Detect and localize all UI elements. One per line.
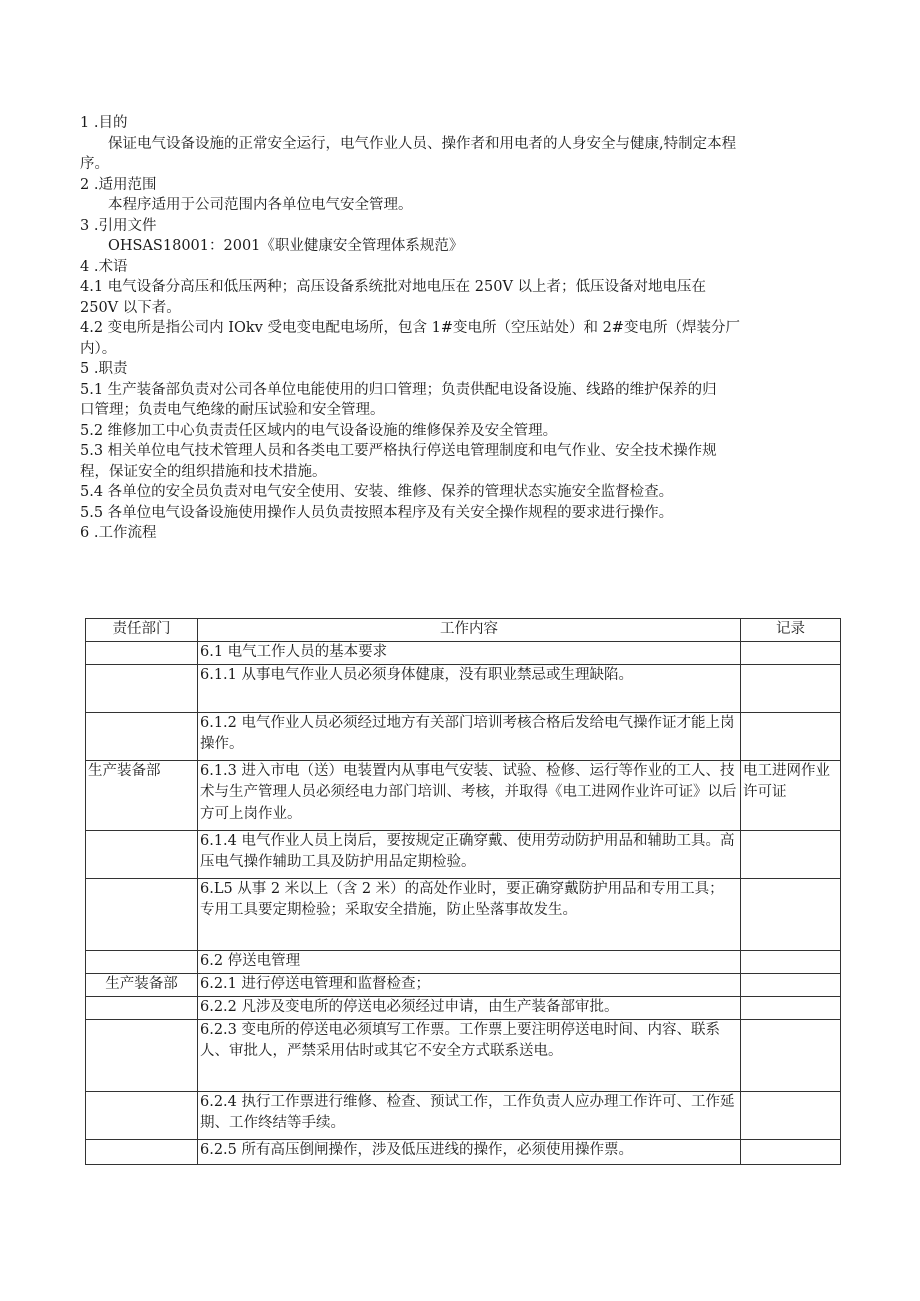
record-cell: 电工进网作业许可证 — [741, 760, 841, 830]
dept-cell: 生产装备部 — [86, 760, 198, 830]
record-cell — [741, 973, 841, 996]
record-cell — [741, 664, 841, 712]
section-4-2-cont: 内）。 — [80, 340, 117, 357]
content-cell: 6.2.3 变电所的停送电必须填写工作票。工作票上要注明停送电时间、内容、联系人、审批人，严禁采用估时或其它不安全方式联系送电。 — [198, 1019, 741, 1091]
table-row — [86, 664, 841, 712]
section-2-body: 本程序适用于公司范围内各单位电气安全管理。 — [108, 197, 413, 213]
section-5-1-cont: 口管理；负责电气绝缘的耐压试验和安全管理。 — [80, 402, 385, 418]
table-header-row — [86, 619, 841, 642]
dept-cell — [86, 950, 198, 973]
content-cell: 6.2.1 进行停送电管理和监督检查； — [198, 973, 741, 996]
header-content: 工作内容 — [198, 619, 741, 642]
dept-cell — [86, 1019, 198, 1091]
content-cell: 6.1.3 进入市电（送）电装置内从事电气安装、试验、检修、运行等作业的工人、技术与生产管理人员必须经电力部门培训、考核，并取得《电工进网作业许可证》以后方可上岗作业。 — [198, 760, 741, 830]
table-row — [86, 641, 841, 664]
content-cell: 6.2.5 所有高压倒闸操作，涉及低压进线的操作，必须使用操作票。 — [198, 1139, 741, 1164]
dept-cell — [86, 1091, 198, 1139]
table-row — [86, 1019, 841, 1091]
content-cell: 6.1 电气工作人员的基本要求 — [198, 641, 741, 664]
section-1-body-cont: 序。 — [80, 156, 109, 172]
content-cell: 6.1.4 电气作业人员上岗后，要按规定正确穿戴、使用劳动防护用品和辅助工具。高压电气操作辅助工具及防护用品定期检验。 — [198, 830, 741, 878]
section-5-5: 5.5 各单位电气设备设施使用操作人员负责按照本程序及有关安全操作规程的要求进行操作。 — [80, 504, 674, 521]
work-flow-table — [85, 618, 841, 1165]
section-3-body: OHSAS18001：2001《职业健康安全管理体系规范》 — [108, 238, 464, 254]
section-5-4: 5.4 各单位的安全员负责对电气安全使用、安装、维修、保养的管理状态实施安全监督检查。 — [80, 484, 674, 500]
section-6-title: 6 .工作流程 — [80, 525, 157, 541]
content-cell: 6.L5 从事 2 米以上（含 2 米）的高处作业时，要正确穿戴防护用品和专用工具；专用工具要定期检验；采取安全措施，防止坠落事故发生。 — [198, 878, 741, 950]
document-text — [80, 113, 845, 544]
section-2-title: 2 .适用范围 — [80, 176, 157, 193]
table-row — [86, 760, 841, 830]
section-5-2: 5.2 维修加工中心负责责任区域内的电气设备设施的维修保养及安全管理。 — [80, 422, 558, 439]
dept-cell — [86, 996, 198, 1019]
record-cell — [741, 712, 841, 760]
dept-cell — [86, 641, 198, 664]
record-cell — [741, 878, 841, 950]
table-row — [86, 712, 841, 760]
dept-cell: 生产装备部 — [86, 973, 198, 996]
table-row — [86, 973, 841, 996]
record-cell — [741, 1019, 841, 1091]
section-1-title: 1 .目的 — [80, 115, 128, 131]
content-cell: 6.1.1 从事电气作业人员必须身体健康，没有职业禁忌或生理缺陷。 — [198, 664, 741, 712]
table-row — [86, 950, 841, 973]
content-cell: 6.2.4 执行工作票进行维修、检查、预试工作，工作负责人应办理工作许可、工作延期、工作终结等手续。 — [198, 1091, 741, 1139]
record-cell — [741, 950, 841, 973]
section-4-1-cont: 250V 以下者。 — [80, 299, 181, 316]
section-5-1: 5.1 生产装备部负责对公司各单位电能使用的归口管理；负责供配电设备设施、线路的维护保养的归 — [80, 381, 717, 398]
table-row — [86, 1139, 841, 1164]
dept-cell — [86, 830, 198, 878]
record-cell — [741, 1139, 841, 1164]
header-dept: 责任部门 — [86, 619, 198, 642]
dept-cell — [86, 664, 198, 712]
section-1-body: 保证电气设备设施的正常安全运行，电气作业人员、操作者和用电者的人身安全与健康,特制定本程 — [108, 135, 737, 152]
table-row — [86, 1091, 841, 1139]
dept-cell — [86, 1139, 198, 1164]
section-4-1: 4.1 电气设备分高压和低压两种；高压设备系统批对地电压在 250V 以上者；低压设备对地电压在 — [80, 279, 707, 295]
record-cell — [741, 996, 841, 1019]
dept-cell — [86, 712, 198, 760]
dept-cell — [86, 878, 198, 950]
content-cell: 6.2.2 凡涉及变电所的停送电必须经过申请，由生产装备部审批。 — [198, 996, 741, 1019]
section-3-title: 3 .引用文件 — [80, 217, 157, 234]
table-row — [86, 996, 841, 1019]
section-4-title: 4 .术语 — [80, 258, 128, 275]
header-record: 记录 — [741, 619, 841, 642]
content-cell: 6.1.2 电气作业人员必须经过地方有关部门培训考核合格后发给电气操作证才能上岗操作。 — [198, 712, 741, 760]
record-cell — [741, 1091, 841, 1139]
record-cell — [741, 830, 841, 878]
section-5-3-cont: 程，保证安全的组织措施和技术措施。 — [80, 463, 327, 480]
section-5-title: 5 .职责 — [80, 361, 128, 377]
table-row — [86, 830, 841, 878]
section-4-2: 4.2 变电所是指公司内 IOkv 受电变电配电场所，包含 1#变电所（空压站处）和 2#变电所（焊装分厂 — [80, 320, 740, 336]
record-cell — [741, 641, 841, 664]
content-cell: 6.2 停送电管理 — [198, 950, 741, 973]
table-row — [86, 878, 841, 950]
section-5-3: 5.3 相关单位电气技术管理人员和各类电工要严格执行停送电管理制度和电气作业、安全技术操作规 — [80, 443, 717, 459]
